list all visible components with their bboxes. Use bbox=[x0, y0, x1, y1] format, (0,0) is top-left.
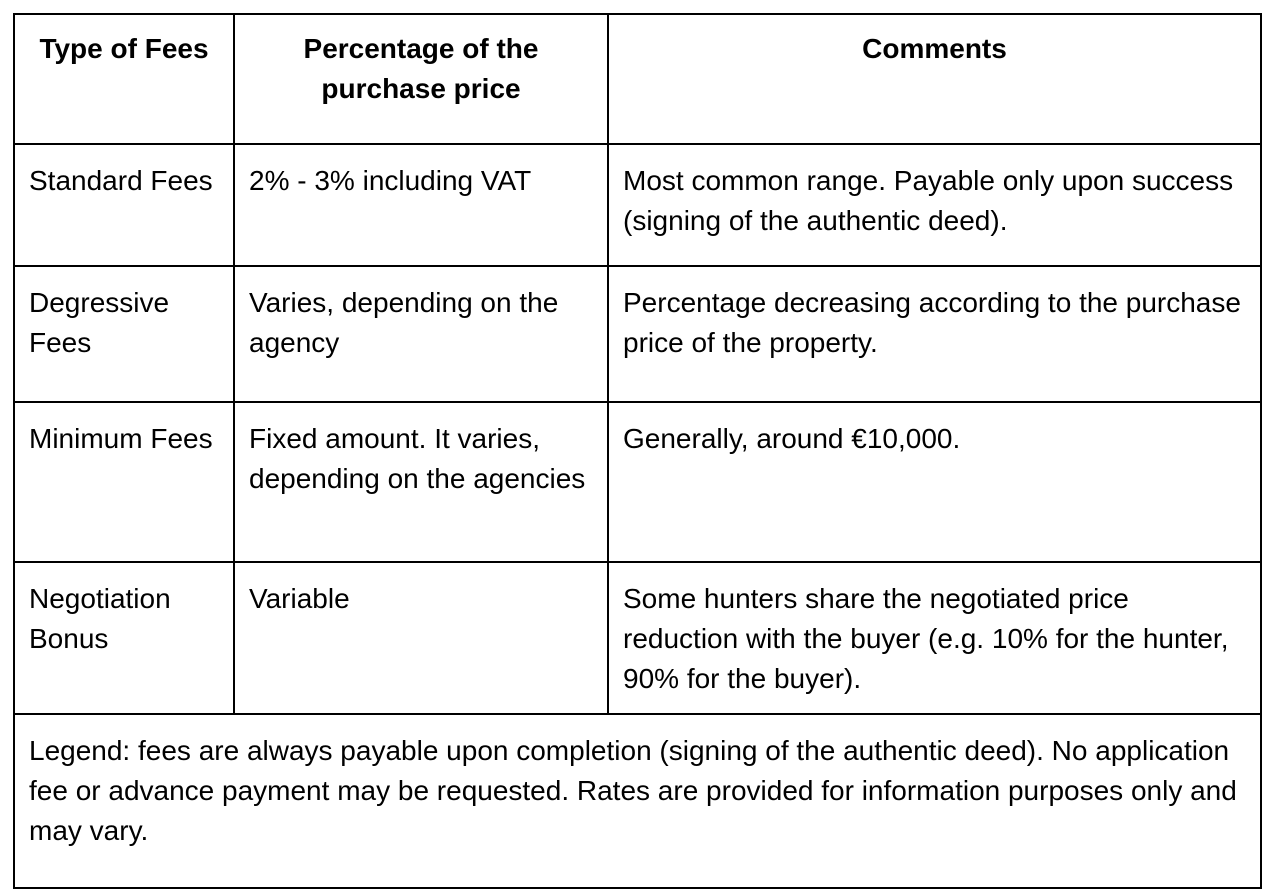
cell-percentage: 2% - 3% including VAT bbox=[234, 144, 608, 266]
header-row bbox=[14, 14, 1261, 144]
cell-type: Standard Fees bbox=[14, 144, 234, 266]
cell-percentage: Variable bbox=[234, 562, 608, 714]
table-row bbox=[14, 402, 1261, 562]
cell-comments: Generally, around €10,000. bbox=[608, 402, 1261, 562]
header-comments: Comments bbox=[608, 14, 1261, 144]
table-row bbox=[14, 562, 1261, 714]
legend-text: Legend: fees are always payable upon completion (signing of the authentic deed). No application fee or advance payment may be requested. Rates are provided for information purposes only and may vary. bbox=[14, 714, 1261, 888]
cell-percentage: Fixed amount. It varies, depending on the agencies bbox=[234, 402, 608, 562]
cell-comments: Percentage decreasing according to the purchase price of the property. bbox=[608, 266, 1261, 402]
cell-percentage: Varies, depending on the agency bbox=[234, 266, 608, 402]
cell-type: Degressive Fees bbox=[14, 266, 234, 402]
cell-comments: Some hunters share the negotiated price reduction with the buyer (e.g. 10% for the hunter, 90% for the buyer). bbox=[608, 562, 1261, 714]
cell-type: Minimum Fees bbox=[14, 402, 234, 562]
legend-row bbox=[14, 714, 1261, 888]
fees-table bbox=[13, 13, 1262, 889]
cell-comments: Most common range. Payable only upon success (signing of the authentic deed). bbox=[608, 144, 1261, 266]
header-type-of-fees: Type of Fees bbox=[14, 14, 234, 144]
fees-table-container bbox=[13, 13, 1262, 889]
header-percentage: Percentage of the purchase price bbox=[234, 14, 608, 144]
table-row bbox=[14, 144, 1261, 266]
cell-type: Negotiation Bonus bbox=[14, 562, 234, 714]
table-row bbox=[14, 266, 1261, 402]
